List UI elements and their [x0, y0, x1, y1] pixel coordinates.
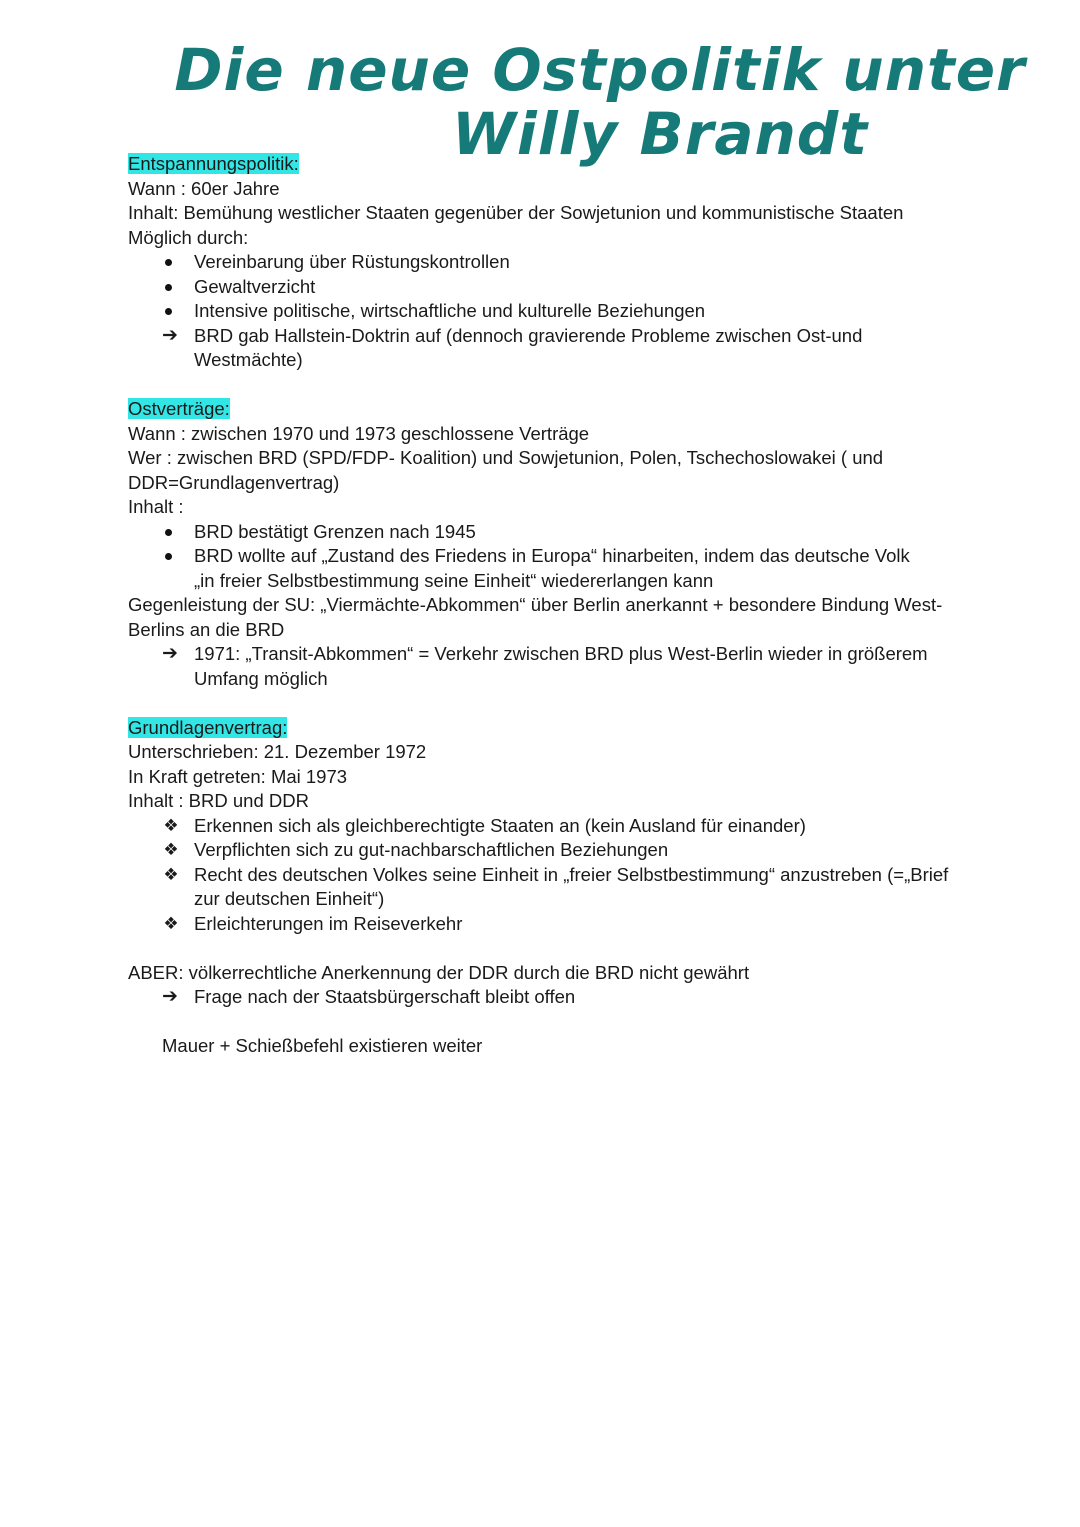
entspannung-wann: Wann : 60er Jahre: [128, 177, 280, 199]
list-item-text: Erkennen sich als gleichberechtigte Staaten an (kein Ausland für einander): [194, 814, 806, 836]
ostvertraege-inhalt: Inhalt :: [128, 496, 184, 517]
grundlagen-inkraft: In Kraft getreten: Mai 1973: [128, 765, 348, 787]
diamond-icon: ❖: [163, 815, 179, 835]
arrow-item-text: Umfang möglich: [194, 667, 328, 689]
diamond-icon: ❖: [163, 864, 179, 884]
aber-line: ABER: völkerrechtliche Anerkennung der DDR durch die BRD nicht gewährt: [128, 961, 750, 983]
list-item: [128, 299, 958, 324]
ostvertraege-wer: Wer : zwischen BRD (SPD/FDP- Koalition) und Sowjetunion, Polen, Tschechoslowakei ( und: [128, 447, 884, 468]
list-item-text: Intensive politische, wirtschaftliche und kulturelle Beziehungen: [194, 300, 706, 321]
ostvertraege-wann: Wann : zwischen 1970 und 1973 geschlossene Verträge: [128, 422, 590, 444]
entspannung-inhalt: Inhalt: Bemühung westlicher Staaten gegenüber der Sowjetunion und kommunistische Staaten: [128, 202, 904, 223]
bullet-icon: [165, 529, 172, 536]
arrow-icon: ➔: [162, 986, 178, 1007]
list-item-text: „in freier Selbstbestimmung seine Einheit“ wiedererlangen kann: [194, 569, 714, 591]
bullet-icon: [165, 259, 172, 266]
list-item-continued: [128, 569, 958, 594]
list-item: [128, 544, 958, 569]
list-item: [128, 814, 958, 839]
ostvertraege-gegenleistung: Gegenleistung der SU: „Viermächte-Abkommen“ über Berlin anerkannt + besondere Bindung West-: [128, 594, 943, 615]
list-item: [128, 838, 958, 863]
list-item-text: BRD wollte auf „Zustand des Friedens in Europa“ hinarbeiten, indem das deutsche Volk: [194, 545, 910, 566]
list-item-text: Vereinbarung über Rüstungskontrollen: [194, 251, 510, 272]
grundlagen-unterschrieben: Unterschrieben: 21. Dezember 1972: [128, 741, 427, 762]
heading-grundlagenvertrag: Grundlagenvertrag:: [128, 716, 288, 738]
list-item: [128, 250, 958, 275]
title-line-1: Die neue Ostpolitik unter: [174, 36, 1026, 104]
grundlagen-inhalt: Inhalt : BRD und DDR: [128, 790, 309, 811]
list-item-text: zur deutschen Einheit“): [194, 888, 385, 909]
bullet-icon: [165, 553, 172, 560]
list-item: [128, 912, 958, 937]
diamond-icon: ❖: [163, 840, 179, 859]
arrow-item-text: 1971: „Transit-Abkommen“ = Verkehr zwischen BRD plus West-Berlin wieder in größerem: [194, 643, 928, 664]
arrow-icon: ➔: [162, 643, 178, 664]
list-item-continued: [128, 887, 958, 912]
mauer-line: Mauer + Schießbefehl existieren weiter: [162, 1035, 483, 1056]
list-item-text: BRD bestätigt Grenzen nach 1945: [194, 520, 476, 542]
arrow-item-text: BRD gab Hallstein-Doktrin auf (dennoch gravierende Probleme zwischen Ost-und: [194, 324, 863, 346]
section-ostvertraege: [128, 397, 958, 422]
document-body: [128, 152, 958, 1059]
list-item: [128, 520, 958, 545]
heading-entspannungspolitik: Entspannungspolitik:: [128, 153, 299, 174]
list-item-text: Verpflichten sich zu gut-nachbarschaftlichen Beziehungen: [194, 839, 669, 860]
entspannung-moeglich: Möglich durch:: [128, 226, 249, 248]
title-line-2: Willy Brandt: [451, 100, 869, 168]
bullet-icon: [165, 308, 172, 315]
arrow-item-text: Westmächte): [194, 349, 303, 370]
arrow-item: [128, 985, 958, 1010]
list-item-text: Gewaltverzicht: [194, 275, 316, 297]
list-item-text: Erleichterungen im Reiseverkehr: [194, 912, 463, 934]
arrow-item: [128, 324, 958, 349]
list-item-text: Recht des deutschen Volkes seine Einheit in „freier Selbstbestimmung“ anzustreben (=„Brief: [194, 863, 949, 885]
list-item: [128, 275, 958, 300]
section-grundlagenvertrag: [128, 716, 958, 741]
diamond-icon: ❖: [163, 913, 179, 933]
arrow-item-continued: [128, 348, 958, 373]
list-item: [128, 863, 958, 888]
arrow-item: [128, 642, 958, 667]
arrow-item-text: Frage nach der Staatsbürgerschaft bleibt offen: [194, 986, 576, 1007]
arrow-item-continued: [128, 667, 958, 692]
bullet-icon: [165, 284, 172, 291]
arrow-icon: ➔: [162, 324, 178, 346]
section-entspannungspolitik: [128, 152, 958, 177]
ostvertraege-wer-continued: DDR=Grundlagenvertrag): [128, 471, 340, 493]
heading-ostvertraege: Ostverträge:: [128, 398, 230, 419]
ostvertraege-gegenleistung-continued: Berlins an die BRD: [128, 618, 285, 640]
